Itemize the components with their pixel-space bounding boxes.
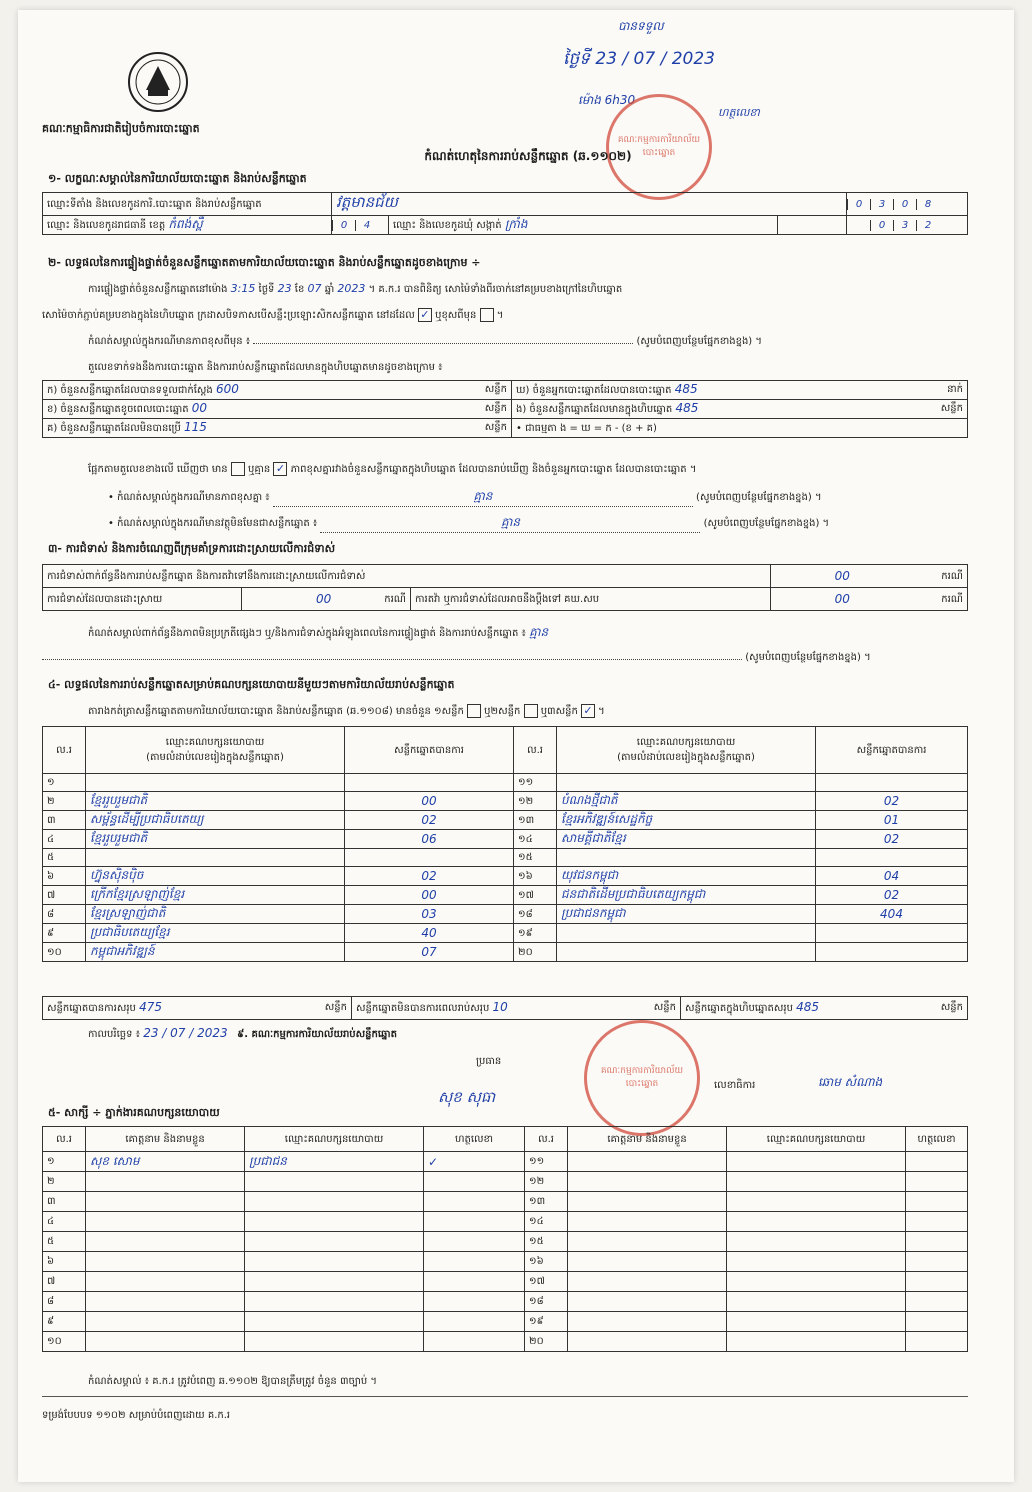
footnote: កំណត់សម្គាល់ ៖ គ.ក.រ ត្រូវបំពេញ ឆ.១១០២ ឱ្យបានត្រឹមត្រូវ ចំនួន ៣ច្បាប់ ។ xyxy=(88,1376,377,1387)
chair-label: ប្រធាន xyxy=(476,1056,502,1067)
tally-sheet-count: តារាងកត់ត្រាសន្លឹកឆ្នោតតាមការិយាល័យបោះឆ្នោត និងរាប់សន្លឹកឆ្នោត (ឆ.១១០៨) មានចំនួន ១សន្លឹក ឬ២សន្លឹក ឬ៣សន្លឹក ✓ ។ xyxy=(88,704,605,717)
result-votes xyxy=(816,774,968,792)
result-no: ១៥ xyxy=(514,849,557,867)
witness-signature xyxy=(424,1292,525,1312)
result-no: ១១ xyxy=(514,774,557,792)
result-party xyxy=(86,849,345,867)
witness-name xyxy=(568,1212,727,1232)
witness-col-name-right: គោត្តនាម និងនាមខ្លួន xyxy=(568,1127,727,1152)
witness-no: ៨ xyxy=(43,1292,86,1312)
results-row xyxy=(43,849,968,867)
witness-name xyxy=(86,1192,245,1212)
committee-name: គណៈកម្មាធិការជាតិរៀបចំការបោះឆ្នោត xyxy=(42,122,200,135)
result-no: ៦ xyxy=(43,867,86,886)
witness-no: ១៨ xyxy=(525,1292,568,1312)
witness-col-no-left: ល.រ xyxy=(43,1127,86,1152)
figure-e: ង) ចំនួនសន្លឹកឆ្នោតដែលមានក្នុងហិបឆ្នោត 485 សន្លឹក xyxy=(512,400,968,419)
witness-no: ៦ xyxy=(43,1252,86,1272)
result-no: ១៩ xyxy=(514,924,557,943)
witness-row xyxy=(43,1192,968,1212)
witness-signature xyxy=(906,1292,968,1312)
witness-no: ១៣ xyxy=(525,1192,568,1212)
witness-no: ១៤ xyxy=(525,1212,568,1232)
result-party xyxy=(86,774,345,792)
unchanged-checkbox[interactable]: ✓ xyxy=(418,308,432,322)
witness-signature xyxy=(906,1332,968,1352)
section3-heading: ៣- ការជំទាស់ និងការចំណេញពីក្រុមគាំទ្រការដោះស្រាយលើការជំទាស់ xyxy=(48,542,336,555)
appeal-label: ការតវ៉ា ឬការជំទាស់ដែលអាចនឹងប្តឹងទៅ គឃ.សប xyxy=(411,588,771,611)
change-note: កំណត់សម្គាល់ក្នុងករណីមានភាពខុសពីមុន ៖ (សូមបំពេញបន្ថែមផ្នែកខាងខ្នង) ។ xyxy=(88,336,762,347)
col-party-left: ឈ្មោះគណបក្សនយោបាយ (តាមលំដាប់លេខរៀងក្នុងសន្លឹកឆ្នោត) xyxy=(86,727,345,774)
witness-row xyxy=(43,1312,968,1332)
witness-signature xyxy=(424,1252,525,1272)
results-row xyxy=(43,774,968,792)
witness-name xyxy=(568,1172,727,1192)
result-party: ខ្មែរអភិវឌ្ឍន៍សេដ្ឋកិច្ច xyxy=(557,811,816,830)
witness-signature xyxy=(424,1172,525,1192)
col-no-right: ល.រ xyxy=(514,727,557,774)
result-party: ខ្មែរស្រឡាញ់ជាតិ xyxy=(86,905,345,924)
secretary-label: លេខាធិការ xyxy=(714,1080,756,1091)
result-votes: 02 xyxy=(345,811,514,830)
witness-signature xyxy=(906,1232,968,1252)
ballot-count-report-page xyxy=(18,10,1014,1482)
total-in-box: សន្លឹកឆ្នោតក្នុងហិបឆ្នោតសរុប 485 សន្លឹក xyxy=(681,997,968,1020)
irregularity-note-line: (សូមបំពេញបន្ថែមផ្នែកខាងខ្នង) ។ xyxy=(42,650,968,665)
witness-party xyxy=(727,1232,906,1252)
received-time: ម៉ោង 6h30 xyxy=(578,93,636,107)
witness-row xyxy=(43,1332,968,1352)
witness-no: ៣ xyxy=(43,1192,86,1212)
witness-no: ១៧ xyxy=(525,1272,568,1292)
resolved-label: ការជំទាស់ដែលបានដោះស្រាយ xyxy=(43,588,242,611)
witness-no: ១០ xyxy=(43,1332,86,1352)
witness-party xyxy=(727,1192,906,1212)
province-code: 0 4 xyxy=(332,216,389,235)
result-party: ជនជាតិដើមប្រជាធិបតេយ្យកម្ពុជា xyxy=(557,886,816,905)
result-no: ៩ xyxy=(43,924,86,943)
witness-name xyxy=(568,1332,727,1352)
section2-heading: ២- លទ្ធផលនៃការផ្ទៀងផ្ទាត់ចំនួនសន្លឹកឆ្នោតតាមការិយាល័យបោះឆ្នោត និងរាប់សន្លឹកឆ្នោតដូចខាងក្រោម ÷ xyxy=(48,256,481,269)
result-no: ៥ xyxy=(43,849,86,867)
col-votes-right: សន្លឹកឆ្នោតបានការ xyxy=(816,727,968,774)
result-votes xyxy=(345,774,514,792)
result-no: ១៧ xyxy=(514,886,557,905)
witness-name xyxy=(86,1172,245,1192)
witness-no: ១១ xyxy=(525,1152,568,1172)
result-party: ខ្មែររួបរួមជាតិ xyxy=(86,830,345,849)
witness-table xyxy=(42,1126,968,1352)
objection-total: 00 ករណី xyxy=(770,565,967,588)
witness-party xyxy=(245,1192,424,1212)
witness-signature xyxy=(906,1192,968,1212)
results-row xyxy=(43,792,968,811)
result-no: ៨ xyxy=(43,905,86,924)
compare-line: ផ្អែកតាមតួលេខខាងលើ ឃើញថា មាន ឬគ្មាន ✓ ភាពខុសគ្នារវាងចំនួនសន្លឹកឆ្នោតក្នុងហិបឆ្នោត ដែលបានរាប់ឃើញ និងចំនួនអ្នកបោះឆ្នោត ដែលបានបោះឆ្នោត ។ xyxy=(88,462,697,475)
document-title: កំណត់ហេតុនៃការរាប់សន្លឹកឆ្នោត (ឆ.១១០២) xyxy=(424,149,632,163)
total-valid: សន្លឹកឆ្នោតបានការសរុប 475 សន្លឹក xyxy=(43,997,352,1020)
witness-name xyxy=(568,1312,727,1332)
witness-signature: ✓ xyxy=(424,1152,525,1172)
location-value: វត្តមានជ័យ xyxy=(332,193,847,216)
witness-party xyxy=(727,1252,906,1272)
witness-signature xyxy=(424,1332,525,1352)
witness-signature xyxy=(424,1232,525,1252)
result-votes: 02 xyxy=(816,830,968,849)
witness-party xyxy=(727,1212,906,1232)
result-no: ១៣ xyxy=(514,811,557,830)
figure-formula: • ជាធម្មតា ង = ឃ = ក - (ខ + គ) xyxy=(512,419,968,438)
received-date: ថ្ងៃទី 23 / 07 / 2023 xyxy=(563,49,715,69)
col-no-left: ល.រ xyxy=(43,727,86,774)
col-votes-left: សន្លឹកឆ្នោតបានការ xyxy=(345,727,514,774)
witness-name xyxy=(568,1232,727,1252)
witness-party xyxy=(727,1152,906,1172)
witness-no: ២០ xyxy=(525,1332,568,1352)
received-signature: ហត្ថលេខា xyxy=(718,106,760,119)
result-party: ប្រជាជនកម្ពុជា xyxy=(557,905,816,924)
witness-party xyxy=(245,1272,424,1292)
verification-line: ការផ្ទៀងផ្ទាត់ចំនួនសន្លឹកឆ្នោតនៅម៉ោង 3:15 ថ្ងៃទី 23 ខែ 07 ឆ្នាំ 2023 ។ គ.ក.រ បានពិនិត្យ សោម៉ៃទាំងពីរចាក់នៅគម្របខាងក្រៅនៃហិបឆ្នោត xyxy=(88,282,623,295)
result-party: យុវជនកម្ពុជា xyxy=(557,867,816,886)
received-label: បានទទួល xyxy=(618,19,664,33)
one-sheet-checkbox[interactable] xyxy=(467,704,481,718)
result-party xyxy=(557,774,816,792)
result-party: សម្ព័ន្ធដើម្បីប្រជាធិបតេយ្យ xyxy=(86,811,345,830)
foreign-object-note: • កំណត់សម្គាល់ក្នុងករណីមានវត្ថុមិនមែនជាសន្លឹកឆ្នោត ៖ គ្មាន (សូមបំពេញបន្ថែមផ្នែកខាងខ្នង) ។ xyxy=(108,514,988,533)
witness-no: ១៥ xyxy=(525,1232,568,1252)
witness-name xyxy=(568,1252,727,1272)
result-no: ២ xyxy=(43,792,86,811)
col-party-right: ឈ្មោះគណបក្សនយោបាយ (តាមលំដាប់លេខរៀងក្នុងសន្លឹកឆ្នោត) xyxy=(557,727,816,774)
witness-no: ៤ xyxy=(43,1212,86,1232)
location-label: ឈ្មោះទីតាំង និងលេខកូដការិ.បោះឆ្នោត និងរាប់សន្លឹកឆ្នោត xyxy=(43,193,332,216)
results-row xyxy=(43,943,968,962)
result-no: ៣ xyxy=(43,811,86,830)
result-votes: 01 xyxy=(816,811,968,830)
results-row xyxy=(43,867,968,886)
figure-c: គ) ចំនួនសន្លឹកឆ្នោតដែលមិនបានប្រើ 115 សន្លឹក xyxy=(43,419,512,438)
results-row xyxy=(43,905,968,924)
witness-no: ២ xyxy=(43,1172,86,1192)
witness-signature xyxy=(424,1212,525,1232)
section4-heading: ៤- លទ្ធផលនៃការរាប់សន្លឹកឆ្នោតសម្រាប់គណបក្សនយោបាយនីមួយៗតាមការិយាល័យរាប់សន្លឹកឆ្នោត xyxy=(48,678,455,691)
official-stamp-bottom-text: គណៈកម្មការការិយាល័យបោះឆ្នោត xyxy=(600,1066,684,1089)
witness-name xyxy=(86,1232,245,1252)
has-difference-checkbox[interactable] xyxy=(231,462,245,476)
difference-note: • កំណត់សម្គាល់ក្នុងករណីមានភាពខុសគ្នា ៖ គ្មាន (សូមបំពេញបន្ថែមផ្នែកខាងខ្នង) ។ xyxy=(108,488,988,507)
result-votes: 03 xyxy=(345,905,514,924)
result-party: ប្រជាធិបតេយ្យខ្មែរ xyxy=(86,924,345,943)
three-sheet-checkbox[interactable]: ✓ xyxy=(581,704,595,718)
witness-signature xyxy=(906,1272,968,1292)
witness-party: ប្រជាជន xyxy=(245,1152,424,1172)
witness-row xyxy=(43,1272,968,1292)
result-no: ១០ xyxy=(43,943,86,962)
witness-no: ៥ xyxy=(43,1232,86,1252)
appeal-value: 00 ករណី xyxy=(770,588,967,611)
witness-signature xyxy=(906,1172,968,1192)
figure-a: ក) ចំនួនសន្លឹកឆ្នោតដែលបានទទួលជាក់ស្តែង 600 សន្លឹក xyxy=(43,381,512,400)
result-no: ៧ xyxy=(43,886,86,905)
witness-name xyxy=(568,1292,727,1312)
results-row xyxy=(43,811,968,830)
witness-no: ១៦ xyxy=(525,1252,568,1272)
result-party: សាមគ្គីជាតិខ្មែរ xyxy=(557,830,816,849)
witness-no: ១ xyxy=(43,1152,86,1172)
witness-col-sign-left: ហត្ថលេខា xyxy=(424,1127,525,1152)
objection-total-label: ការជំទាស់ពាក់ព័ន្ធនឹងការរាប់សន្លឹកឆ្នោត និងការតវ៉ាទៅនឹងការដោះស្រាយលើការជំទាស់ xyxy=(43,565,771,588)
section5-heading: ៥- សាក្សី ÷ ភ្នាក់ងារគណបក្សនយោបាយ xyxy=(48,1106,220,1119)
witness-signature xyxy=(906,1212,968,1232)
official-stamp-top-text: គណៈកម្មការការិយាល័យបោះឆ្នោត xyxy=(617,135,701,158)
figure-d: ឃ) ចំនួនអ្នកបោះឆ្នោតដែលបានបោះឆ្នោត 485 នាក់ xyxy=(512,381,968,400)
witness-signature xyxy=(424,1272,525,1292)
emblem-icon xyxy=(126,50,190,114)
result-no: ១ xyxy=(43,774,86,792)
no-difference-checkbox[interactable]: ✓ xyxy=(273,462,287,476)
witness-row xyxy=(43,1212,968,1232)
result-votes xyxy=(345,849,514,867)
witness-party xyxy=(727,1332,906,1352)
form-label: ទម្រង់បែបបទ ១១០២ សម្រាប់បំពេញដោយ គ.ក.រ xyxy=(42,1410,231,1421)
result-party: ក្រើកខ្មែរស្រឡាញ់ខ្មែរ xyxy=(86,886,345,905)
irregularity-note: កំណត់សម្គាល់ពាក់ព័ន្ធនឹងភាពមិនប្រក្រតីផ្សេងៗ ឬ/និងការជំទាស់ក្នុងអំឡុងពេលនៃការផ្ទៀងផ្ទាត់ និងការរាប់សន្លឹកឆ្នោត ៖ គ្មាន xyxy=(88,625,549,639)
result-party xyxy=(557,943,816,962)
province-label: ឈ្មោះ និងលេខកូដរាជធានី ខេត្ត កំពង់ស្ពឺ xyxy=(43,216,332,235)
total-invalid: សន្លឹកឆ្នោតមិនបានការពេលរាប់សរុប 10 សន្លឹក xyxy=(352,997,681,1020)
results-row xyxy=(43,924,968,943)
witness-name xyxy=(86,1272,245,1292)
section1-heading: ១- លក្ខណៈសម្គាល់នៃការិយាល័យបោះឆ្នោត និងរាប់សន្លឹកឆ្នោត xyxy=(48,172,307,185)
changed-checkbox[interactable] xyxy=(480,308,494,322)
results-row xyxy=(43,830,968,849)
witness-row xyxy=(43,1172,968,1192)
result-votes xyxy=(816,943,968,962)
result-party: ខ្មែររួបរួមជាតិ xyxy=(86,792,345,811)
witness-party xyxy=(245,1212,424,1232)
secretary-signature: ឆោម សំណាង xyxy=(818,1075,883,1089)
witness-row xyxy=(43,1252,968,1272)
witness-col-no-right: ល.រ xyxy=(525,1127,568,1152)
witness-col-sign-right: ហត្ថលេខា xyxy=(906,1127,968,1152)
footer-divider xyxy=(42,1396,968,1397)
result-votes: 04 xyxy=(816,867,968,886)
result-party xyxy=(557,849,816,867)
objection-table xyxy=(42,564,968,611)
result-votes: 02 xyxy=(345,867,514,886)
witness-name: សុខ សោម xyxy=(86,1152,245,1172)
witness-party xyxy=(727,1272,906,1292)
result-party xyxy=(557,924,816,943)
result-votes: 40 xyxy=(345,924,514,943)
witness-signature xyxy=(906,1312,968,1332)
witness-name xyxy=(568,1192,727,1212)
witness-no: ៩ xyxy=(43,1312,86,1332)
witness-party xyxy=(727,1312,906,1332)
result-votes xyxy=(816,849,968,867)
two-sheet-checkbox[interactable] xyxy=(524,704,538,718)
witness-party xyxy=(727,1292,906,1312)
witness-name xyxy=(86,1312,245,1332)
result-votes: 06 xyxy=(345,830,514,849)
location-code: 0 3 0 8 xyxy=(847,193,968,216)
witness-col-name-left: គោត្តនាម និងនាមខ្លួន xyxy=(86,1127,245,1152)
official-stamp-top xyxy=(606,94,712,200)
witness-row xyxy=(43,1152,968,1172)
result-votes: 00 xyxy=(345,792,514,811)
witness-name xyxy=(86,1292,245,1312)
figures-table xyxy=(42,380,968,438)
results-table xyxy=(42,726,968,962)
result-votes: 404 xyxy=(816,905,968,924)
official-stamp-bottom xyxy=(584,1020,700,1136)
witness-party xyxy=(245,1332,424,1352)
verification-line-2: សោម៉ៃចាក់ភ្ជាប់គម្របខាងក្នុងនៃហិបឆ្នោត ក្រដាសបិទភាសបើសន្លឹះប្រឡោះសិកសន្លឹកឆ្នោត នៅដដែល ✓ ឬខុសពីមុន ។ xyxy=(42,308,504,321)
witness-name xyxy=(86,1212,245,1232)
witness-no: ១៩ xyxy=(525,1312,568,1332)
witness-party xyxy=(727,1172,906,1192)
result-votes: 00 xyxy=(345,886,514,905)
witness-col-party-left: ឈ្មោះគណបក្សនយោបាយ xyxy=(245,1127,424,1152)
witness-party xyxy=(245,1252,424,1272)
result-no: ៤ xyxy=(43,830,86,849)
results-row xyxy=(43,886,968,905)
witness-row xyxy=(43,1292,968,1312)
result-votes xyxy=(816,924,968,943)
witness-row xyxy=(43,1232,968,1252)
result-no: ១៦ xyxy=(514,867,557,886)
witness-signature xyxy=(906,1152,968,1172)
result-party: បំណងថ្មីជាតិ xyxy=(557,792,816,811)
witness-name xyxy=(568,1272,727,1292)
figure-b: ខ) ចំនួនសន្លឹកឆ្នោតខូចពេលបោះឆ្នោត 00 សន្លឹក xyxy=(43,400,512,419)
witness-signature xyxy=(906,1252,968,1272)
result-votes: 02 xyxy=(816,792,968,811)
result-no: ១៨ xyxy=(514,905,557,924)
result-party: កម្ពុជាអភិវឌ្ឍន៍ xyxy=(86,943,345,962)
commune-code: 0 3 2 xyxy=(847,216,968,235)
commune-label: ឈ្មោះ និងលេខកូដឃុំ សង្កាត់ ក្រាំង xyxy=(389,216,778,235)
witness-party xyxy=(245,1232,424,1252)
witness-party xyxy=(245,1312,424,1332)
result-votes: 07 xyxy=(345,943,514,962)
witness-name xyxy=(86,1252,245,1272)
witness-name xyxy=(568,1152,727,1172)
witness-col-party-right: ឈ្មោះគណបក្សនយោបាយ xyxy=(727,1127,906,1152)
witness-no: ១២ xyxy=(525,1172,568,1192)
chair-signature: សុខ សុធា xyxy=(438,1088,496,1106)
witness-party xyxy=(245,1292,424,1312)
result-no: ១២ xyxy=(514,792,557,811)
result-party: ហ្វ៊ុនស៊ិនប៉ិច xyxy=(86,867,345,886)
witness-signature xyxy=(424,1192,525,1212)
witness-party xyxy=(245,1172,424,1192)
date-line: កាលបរិច្ឆេទ ៖ 23 / 07 / 2023 ៩. គណៈកម្មការការិយាល័យរាប់សន្លឹកឆ្នោត xyxy=(88,1026,397,1040)
witness-name xyxy=(86,1332,245,1352)
result-no: ២០ xyxy=(514,943,557,962)
witness-no: ៧ xyxy=(43,1272,86,1292)
result-votes: 02 xyxy=(816,886,968,905)
figures-intro: តួលេខទាក់ទងនឹងការបោះឆ្នោត និងការរាប់សន្លឹកឆ្នោតដែលមានក្នុងហិបឆ្នោតមានដូចខាងក្រោម ៖ xyxy=(88,362,443,373)
results-totals xyxy=(42,996,968,1020)
witness-signature xyxy=(424,1312,525,1332)
result-no: ១៤ xyxy=(514,830,557,849)
section1-table xyxy=(42,192,968,235)
resolved-value: 00 ករណី xyxy=(242,588,411,611)
